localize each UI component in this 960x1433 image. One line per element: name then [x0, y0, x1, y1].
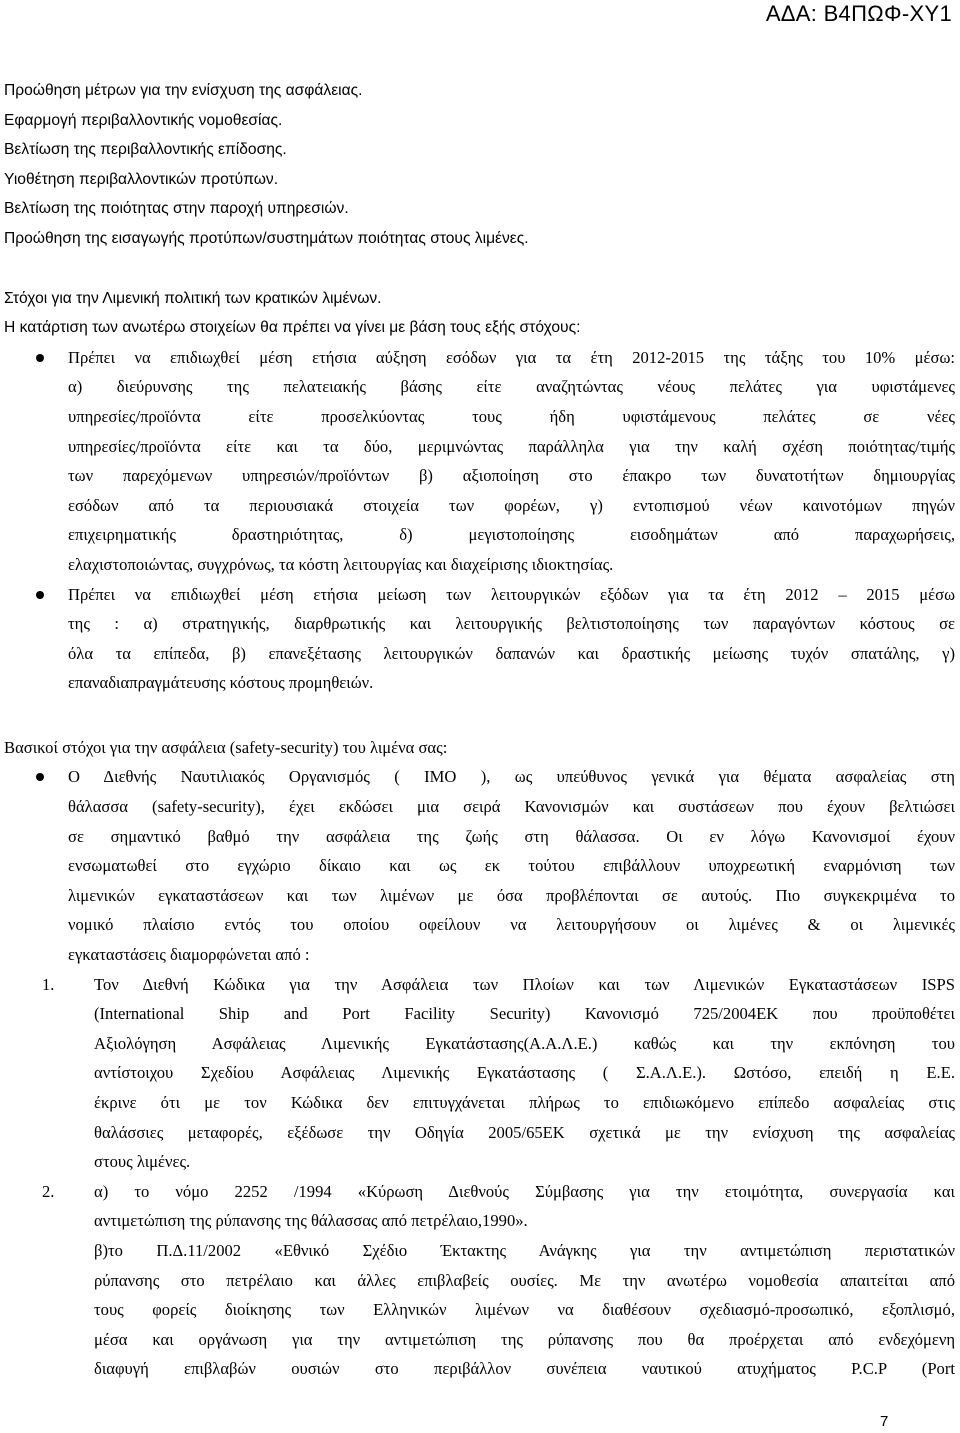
paragraph-line: επαναδιαπραγμάτευσης κόστους προμηθειών.: [68, 673, 374, 693]
item-number: 2.: [42, 1181, 55, 1201]
ada-code: ΑΔΑ: Β4ΠΩΦ-ΧΥ1: [765, 1, 952, 26]
paragraph-line: υπηρεσίες/προϊόντα είτε προσελκύοντας τους ήδη υφιστάμενους πελάτες σε νέες: [68, 406, 955, 426]
intro-list-item: Εφαρμογή περιβαλλοντικής νομοθεσίας.: [4, 111, 283, 129]
paragraph-line: αντίστοιχου Σχεδίου Ασφάλειας Λιμενικής Εγκατάστασης ( Σ.Α.Λ.Ε.). Ωστόσο, επειδή η Ε.Ε.: [94, 1063, 955, 1083]
paragraph-line: εσόδων από τα περιουσιακά στοιχεία των φορέων, γ) εντοπισμού νέων καινοτόμων πηγών: [68, 495, 955, 515]
goals-intro: Η κατάρτιση των ανωτέρω στοιχείων θα πρέπει να γίνει με βάση τους εξής στόχους:: [4, 319, 581, 337]
paragraph-line: υπηρεσίες/προϊόντα είτε και τα δύο, μεριμνώντας παράλληλα για την καλή σχέση ποιότητας/τιμής: [68, 436, 955, 456]
numbered-item-1: [0, 970, 955, 1177]
paragraph-line: α) το νόμο 2252 /1994 «Κύρωση Διεθνούς Σύμβασης για την ετοιμότητα, συνεργασία και: [94, 1181, 955, 1201]
paragraph-line: θαλάσσιες μεταφορές, εξέδωσε την Οδηγία 2005/65ΕΚ σχετικά με την ενίσχυση της ασφαλείας: [94, 1122, 955, 1142]
safety-bullet: [0, 762, 955, 969]
intro-list-item: Υιοθέτηση περιβαλλοντικών προτύπων.: [4, 170, 279, 188]
page-number: 7: [880, 1413, 889, 1430]
paragraph-line: Ο Διεθνής Ναυτιλιακός Οργανισμός ( ΙΜΟ ), ως υπεύθυνος γενικά για θέματα ασφαλείας στη: [68, 767, 955, 787]
document-body: [0, 76, 955, 1384]
paragraph-line: των παρεχόμενων υπηρεσιών/προϊόντων β) αξιοποίηση στο έπακρο των δυνατοτήτων δημιουργίας: [68, 466, 955, 486]
paragraph-line: διαφυγή επιβλαβών ουσιών στο περιβάλλον συνέπεια ναυτικού ατυχήματος P.C.P (Port: [94, 1359, 955, 1379]
goals-heading: Στόχοι για την Λιμενική πολιτική των κρατικών λιμένων.: [4, 289, 382, 307]
paragraph-line: λιμενικών εγκαταστάσεων και των λιμένων με όσα προβλέπονται σε αυτούς. Πιο συγκεκριμένα το: [68, 885, 955, 905]
paragraph-line: τους φορείς διοίκησης των Ελληνικών λιμένων να διαθέσουν σχεδιασμό-προσωπικό, εξοπλισμό,: [94, 1300, 955, 1320]
paragraph-line: Πρέπει να επιδιωχθεί μέση ετήσια αύξηση εσόδων για τα έτη 2012-2015 της τάξης του 10% μέσω:: [68, 347, 955, 367]
bullet-icon: [36, 773, 44, 781]
paragraph-line: α) διεύρυνσης της πελατειακής βάσης είτε αναζητώντας νέους πελάτες για υφιστάμενες: [68, 377, 955, 397]
paragraph-line: εγκαταστάσεις διαμορφώνεται από :: [68, 945, 310, 965]
paragraph-line: της : α) στρατηγικής, διαρθρωτικής και λειτουργικής βελτιστοποίησης των παραγόντων κόστους σε: [68, 614, 955, 634]
paragraph-line: έκρινε ότι με τον Κώδικα δεν επιτυγχάνεται πλήρως το επιδιωκόμενο επίπεδο ασφαλείας στις: [94, 1093, 955, 1112]
intro-list-item: Προώθηση της εισαγωγής προτύπων/συστημάτων ποιότητας στους λιμένες.: [4, 229, 529, 247]
paragraph-line: επιχειρηματικής δραστηριότητας, δ) μεγιστοποίησης εισοδημάτων από παραχωρήσεις,: [68, 525, 955, 545]
intro-list-item: Βελτίωση της ποιότητας στην παροχή υπηρεσιών.: [4, 200, 349, 218]
paragraph-line: μέσα και οργάνωση για την αντιμετώπιση της ρύπανσης που θα προέρχεται από ενδεχόμενη: [94, 1329, 955, 1349]
paragraph-line: νομικό πλαίσιο εντός του οποίου οφείλουν να λειτουργήσουν οι λιμένες & οι λιμενικές: [68, 915, 955, 935]
intro-list-item: Προώθηση μέτρων για την ενίσχυση της ασφάλειας.: [4, 82, 363, 99]
paragraph-line: στους λιμένες.: [94, 1152, 191, 1172]
bullet-icon: [36, 591, 44, 599]
item-number: 1.: [42, 974, 55, 994]
paragraph-line: β)το Π.Δ.11/2002 «Εθνικό Σχέδιο Έκτακτης Ανάγκης για την αντιμετώπιση περιστατικών: [94, 1240, 955, 1260]
safety-heading: Βασικοί στόχοι για την ασφάλεια (safety-security) του λιμένα σας:: [4, 737, 448, 757]
goal-bullet-1: [0, 343, 955, 580]
paragraph-line: ελαχιστοποιώντας, συγχρόνως, τα κόστη λειτουργίας και διαχείρισης ιδιοκτησίας.: [68, 554, 614, 574]
paragraph-line: σε σημαντικό βαθμό την ασφάλεια της ζωής στη θάλασσα. Οι εν λόγω Κανονισμοί έχουν: [68, 826, 955, 846]
bullet-icon: [36, 354, 44, 362]
paragraph-line: Αξιολόγηση Ασφάλειας Λιμενικής Εγκατάστασης(Α.Α.Λ.Ε.) καθώς και την εκπόνηση του: [94, 1033, 955, 1053]
goal-bullet-2: [0, 580, 955, 698]
intro-list-item: Βελτίωση της περιβαλλοντικής επίδοσης.: [4, 141, 287, 159]
paragraph-line: Τον Διεθνή Κώδικα για την Ασφάλεια των Πλοίων και των Λιμενικών Εγκαταστάσεων ISPS: [94, 974, 955, 994]
paragraph-line: ενσωματωθεί στο εγχώριο δίκαιο και ως εκ τούτου επιβάλλουν υποχρεωτική εναρμόνιση των: [68, 856, 955, 876]
paragraph-line: θάλασσα (safety-security), έχει εκδώσει μια σειρά Κανονισμών και συστάσεων που έχουν βελτιώσει: [68, 797, 955, 817]
paragraph-line: αντιμετώπιση της ρύπανσης της θάλασσας από πετρέλαιο,1990».: [94, 1211, 528, 1231]
paragraph-line: ρύπανσης στο πετρέλαιο και άλλες επιβλαβείς ουσίες. Με την ανωτέρω νομοθεσία απαιτείται από: [94, 1270, 955, 1290]
paragraph-line: όλα τα επίπεδα, β) επανεξέτασης λειτουργικών δαπανών και δραστικής μείωσης τυχόν σπατάλης, γ): [68, 643, 955, 663]
paragraph-line: Πρέπει να επιδιωχθεί μέση ετήσια μείωση των λειτουργικών εξόδων για τα έτη 2012 – 2015 μέσω: [68, 584, 955, 604]
intro-list: [0, 76, 955, 343]
numbered-item-2: [0, 1177, 955, 1384]
paragraph-line: (International Ship and Port Facility Security) Κανονισμό 725/2004ΕΚ που προϋποθέτει: [94, 1004, 955, 1024]
